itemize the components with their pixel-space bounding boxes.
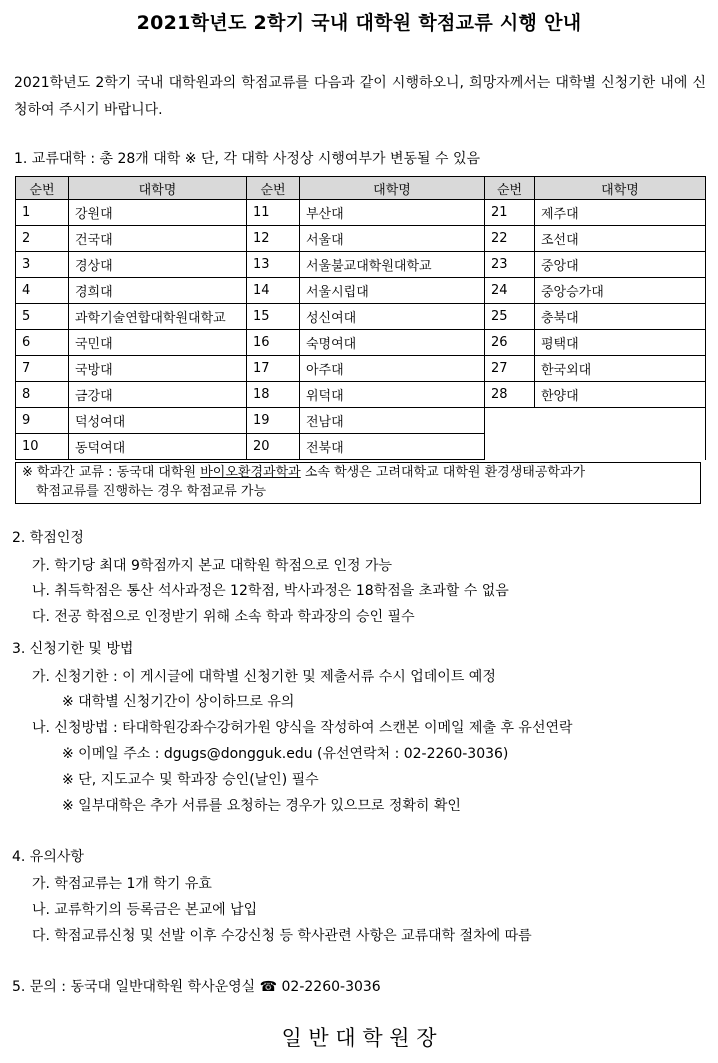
table-cell-name: 경상대: [69, 252, 247, 278]
table-row: [16, 278, 706, 304]
table-cell-name: 성신여대: [300, 304, 485, 330]
table-cell-name: 전남대: [300, 408, 485, 434]
table-cell-name: 건국대: [69, 226, 247, 252]
table-cell-name: 경희대: [69, 278, 247, 304]
table-cell-name: 한국외대: [535, 356, 706, 382]
table-cell-name: 금강대: [69, 382, 247, 408]
table-cell-name: 중앙대: [535, 252, 706, 278]
intro-paragraph: 2021학년도 2학기 국내 대학원과의 학점교류를 다음과 같이 시행하오니, 희망자께서는 대학별 신청기한 내에 신청하여 주시기 바랍니다.: [14, 75, 706, 118]
section4-heading: 4. 유의사항: [12, 849, 84, 865]
section2-item: 다. 전공 학점으로 인정받기 위해 소속 학과 학과장의 승인 필수: [32, 609, 415, 625]
table-cell-name: 부산대: [300, 200, 485, 226]
table-cell-num: 20: [247, 434, 300, 460]
table-cell-name: 강원대: [69, 200, 247, 226]
header-num: 순번: [247, 177, 300, 200]
table-cell-name: 위덕대: [300, 382, 485, 408]
section4-item: 나. 교류학기의 등록금은 본교에 납입: [32, 902, 258, 918]
table-cell-num: 8: [16, 382, 69, 408]
section3-item-a: 가. 신청기한 : 이 게시글에 대학별 신청기한 및 제출서류 수시 업데이트 예정: [32, 669, 496, 685]
table-cell-num: 6: [16, 330, 69, 356]
table-cell-name: 아주대: [300, 356, 485, 382]
exchange-note: [15, 462, 701, 504]
table-cell-name: 과학기술연합대학원대학교: [69, 304, 247, 330]
table-cell-name: 충북대: [535, 304, 706, 330]
table-cell-num: 28: [485, 382, 535, 408]
table-row: [16, 226, 706, 252]
university-table: [15, 176, 706, 460]
section5-contact: 5. 문의 : 동국대 일반대학원 학사운영실 ☎ 02-2260-3036: [12, 979, 381, 995]
table-cell-name: 서울시립대: [300, 278, 485, 304]
table-row: [16, 382, 706, 408]
section3-item-b-note: ※ 단, 지도교수 및 학과장 승인(날인) 필수: [62, 772, 319, 788]
header-name: 대학명: [300, 177, 485, 200]
header-name: 대학명: [535, 177, 706, 200]
table-cell-num: 23: [485, 252, 535, 278]
table-cell-name: 덕성여대: [69, 408, 247, 434]
table-cell-name: 중앙승가대: [535, 278, 706, 304]
table-cell-name: 국민대: [69, 330, 247, 356]
table-row: [16, 304, 706, 330]
table-header-row: [16, 177, 706, 200]
table-row: [16, 252, 706, 278]
table-cell-name: 한양대: [535, 382, 706, 408]
section3-item-b-note: ※ 일부대학은 추가 서류를 요청하는 경우가 있으므로 정확히 확인: [62, 798, 461, 814]
section2-item: 가. 학기당 최대 9학점까지 본교 대학원 학점으로 인정 가능: [32, 558, 393, 574]
table-cell-num: 14: [247, 278, 300, 304]
note-underlined: 바이오환경과학과: [200, 465, 301, 480]
section4-item: 가. 학점교류는 1개 학기 유효: [32, 876, 212, 892]
section1-heading: 1. 교류대학 : 총 28개 대학 ※ 단, 각 대학 사정상 시행여부가 변동될 수 있음: [14, 151, 480, 167]
table-cell-num: 2: [16, 226, 69, 252]
table-cell-num: 16: [247, 330, 300, 356]
table-cell-num: 4: [16, 278, 69, 304]
table-cell-num: 24: [485, 278, 535, 304]
table-cell-name: 조선대: [535, 226, 706, 252]
table-cell-num: 5: [16, 304, 69, 330]
table-cell-name: 서울대: [300, 226, 485, 252]
table-cell-num: 13: [247, 252, 300, 278]
section2-heading: 2. 학점인정: [12, 530, 84, 546]
note-suffix: 소속 학생은 고려대학교 대학원 환경생태공학과가: [300, 465, 586, 480]
table-cell-num: 22: [485, 226, 535, 252]
table-cell-num: 3: [16, 252, 69, 278]
table-cell-num: 12: [247, 226, 300, 252]
table-cell-name: 전북대: [300, 434, 485, 460]
table-cell-num: 21: [485, 200, 535, 226]
document-title: 2021학년도 2학기 국내 대학원 학점교류 시행 안내: [136, 12, 582, 34]
header-num: 순번: [485, 177, 535, 200]
note-line2: 학점교류를 진행하는 경우 학점교류 가능: [36, 484, 267, 499]
table-row: [16, 408, 706, 434]
table-cell-num: 25: [485, 304, 535, 330]
section3-item-a-note: ※ 대학별 신청기간이 상이하므로 유의: [62, 694, 295, 710]
table-cell-num: 7: [16, 356, 69, 382]
table-cell-name: 평택대: [535, 330, 706, 356]
table-row: [16, 200, 706, 226]
table-cell-name: 서울불교대학원대학교: [300, 252, 485, 278]
table-cell-num: 9: [16, 408, 69, 434]
table-cell-num: 18: [247, 382, 300, 408]
signature: 일 반 대 학 원 장: [281, 1026, 437, 1050]
table-cell-num: 19: [247, 408, 300, 434]
table-row: [16, 330, 706, 356]
table-cell-num: 26: [485, 330, 535, 356]
table-row: [16, 356, 706, 382]
note-prefix: ※ 학과간 교류 : 동국대 대학원: [22, 465, 201, 480]
table-cell-num: 15: [247, 304, 300, 330]
table-cell-name: 제주대: [535, 200, 706, 226]
table-cell-num: 1: [16, 200, 69, 226]
table-cell-empty: [485, 408, 706, 460]
section3-heading: 3. 신청기한 및 방법: [12, 641, 134, 657]
section2-item: 나. 취득학점은 통산 석사과정은 12학점, 박사과정은 18학점을 초과할 수 없음: [32, 583, 509, 599]
header-num: 순번: [16, 177, 69, 200]
table-cell-name: 숙명여대: [300, 330, 485, 356]
header-name: 대학명: [69, 177, 247, 200]
table-cell-num: 11: [247, 200, 300, 226]
section3-item-b-note: ※ 이메일 주소 : dgugs@dongguk.edu (유선연락처 : 02-2260-3036): [62, 746, 509, 762]
section4-item: 다. 학점교류신청 및 선발 이후 수강신청 등 학사관련 사항은 교류대학 절차에 따름: [32, 928, 532, 944]
table-cell-num: 27: [485, 356, 535, 382]
table-cell-name: 동덕여대: [69, 434, 247, 460]
table-cell-num: 17: [247, 356, 300, 382]
table-cell-num: 10: [16, 434, 69, 460]
table-cell-name: 국방대: [69, 356, 247, 382]
section3-item-b: 나. 신청방법 : 타대학원강좌수강허가원 양식을 작성하여 스캔본 이메일 제출 후 유선연락: [32, 720, 573, 736]
